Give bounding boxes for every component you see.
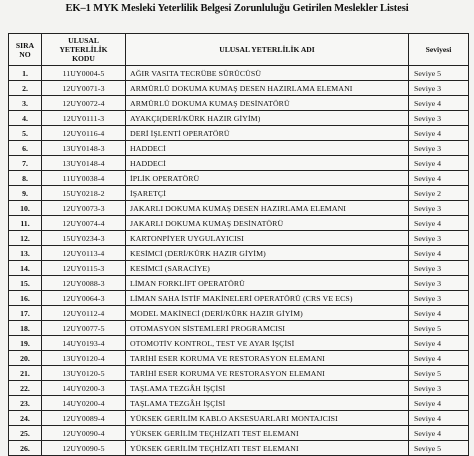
qualification-level: Seviye 4 bbox=[409, 426, 469, 441]
qualification-code: 11UY0004-5 bbox=[42, 66, 126, 81]
qualification-name: KESİMCİ (SARACİYE) bbox=[126, 261, 409, 276]
row-number: 3. bbox=[9, 96, 42, 111]
table-row bbox=[9, 366, 469, 381]
qualification-level: Seviye 4 bbox=[409, 411, 469, 426]
qualification-code: 13UY0148-3 bbox=[42, 141, 126, 156]
qualification-level: Seviye 4 bbox=[409, 171, 469, 186]
qualification-name: TARİHİ ESER KORUMA VE RESTORASYON ELEMANI bbox=[126, 351, 409, 366]
qualification-level: Seviye 4 bbox=[409, 306, 469, 321]
row-number: 26. bbox=[9, 441, 42, 456]
table-row bbox=[9, 171, 469, 186]
row-number: 1. bbox=[9, 66, 42, 81]
table-row bbox=[9, 276, 469, 291]
table-row bbox=[9, 231, 469, 246]
qualification-level: Seviye 5 bbox=[409, 321, 469, 336]
table-row bbox=[9, 156, 469, 171]
row-number: 11. bbox=[9, 216, 42, 231]
table-row bbox=[9, 186, 469, 201]
table-row bbox=[9, 351, 469, 366]
qualification-code: 12UY0072-4 bbox=[42, 96, 126, 111]
qualification-level: Seviye 4 bbox=[409, 96, 469, 111]
qualification-level: Seviye 5 bbox=[409, 366, 469, 381]
qualification-name: TAŞLAMA TEZGÂH İŞÇİSİ bbox=[126, 396, 409, 411]
row-number: 4. bbox=[9, 111, 42, 126]
table-row bbox=[9, 396, 469, 411]
qualification-name: LİMAN FORKLİFT OPERATÖRÜ bbox=[126, 276, 409, 291]
qualification-name: YÜKSEK GERİLİM TEÇHİZATI TEST ELEMANI bbox=[126, 426, 409, 441]
row-number: 24. bbox=[9, 411, 42, 426]
row-number: 2. bbox=[9, 81, 42, 96]
qualification-code: 12UY0090-4 bbox=[42, 426, 126, 441]
qualification-code: 12UY0111-3 bbox=[42, 111, 126, 126]
row-number: 22. bbox=[9, 381, 42, 396]
row-number: 23. bbox=[9, 396, 42, 411]
qualification-code: 12UY0077-5 bbox=[42, 321, 126, 336]
qualification-level: Seviye 3 bbox=[409, 141, 469, 156]
qualification-code: 12UY0112-4 bbox=[42, 306, 126, 321]
row-number: 17. bbox=[9, 306, 42, 321]
table-row bbox=[9, 126, 469, 141]
qualification-level: Seviye 3 bbox=[409, 261, 469, 276]
header-sira-no-line2: NO bbox=[19, 49, 31, 59]
row-number: 18. bbox=[9, 321, 42, 336]
header-sira-no-line1: SIRA bbox=[15, 40, 35, 50]
qualification-name: İŞARETÇİ bbox=[126, 186, 409, 201]
row-number: 10. bbox=[9, 201, 42, 216]
qualification-name: DERİ İŞLENTİ OPERATÖRÜ bbox=[126, 126, 409, 141]
qualification-name: OTOMASYON SİSTEMLERİ PROGRAMCISI bbox=[126, 321, 409, 336]
qualification-code: 12UY0090-5 bbox=[42, 441, 126, 456]
qualification-level: Seviye 3 bbox=[409, 111, 469, 126]
qualification-name: ARMÜRLÜ DOKUMA KUMAŞ DESEN HAZIRLAMA ELEMANI bbox=[126, 81, 409, 96]
qualification-code: 14UY0193-4 bbox=[42, 336, 126, 351]
row-number: 9. bbox=[9, 186, 42, 201]
row-number: 15. bbox=[9, 276, 42, 291]
qualification-code: 12UY0113-4 bbox=[42, 246, 126, 261]
qualification-name: MODEL MAKİNECİ (DERİ/KÜRK HAZIR GİYİM) bbox=[126, 306, 409, 321]
qualification-code: 12UY0115-3 bbox=[42, 261, 126, 276]
table-row bbox=[9, 81, 469, 96]
table-row bbox=[9, 201, 469, 216]
table-row bbox=[9, 111, 469, 126]
qualification-level: Seviye 4 bbox=[409, 351, 469, 366]
qualification-code: 14UY0200-3 bbox=[42, 381, 126, 396]
qualification-level: Seviye 4 bbox=[409, 156, 469, 171]
qualification-code: 14UY0200-4 bbox=[42, 396, 126, 411]
table-row bbox=[9, 66, 469, 81]
row-number: 16. bbox=[9, 291, 42, 306]
table-row bbox=[9, 306, 469, 321]
table-row bbox=[9, 381, 469, 396]
qualification-code: 12UY0071-3 bbox=[42, 81, 126, 96]
table-row bbox=[9, 261, 469, 276]
table-row bbox=[9, 246, 469, 261]
table-row bbox=[9, 336, 469, 351]
qualification-code: 12UY0116-4 bbox=[42, 126, 126, 141]
qualification-name: HADDECİ bbox=[126, 156, 409, 171]
header-code bbox=[42, 34, 126, 66]
qualification-level: Seviye 3 bbox=[409, 381, 469, 396]
qualification-name: YÜKSEK GERİLİM TEÇHİZATI TEST ELEMANI bbox=[126, 441, 409, 456]
qualification-name: AĞIR VASITA TECRÜBE SÜRÜCÜSÜ bbox=[126, 66, 409, 81]
table-row bbox=[9, 411, 469, 426]
document-title: EK–1 MYK Mesleki Yeterlilik Belgesi Zorunluluğu Getirilen Meslekler Listesi bbox=[65, 3, 409, 14]
header-name: ULUSAL YETERLİLİK ADI bbox=[126, 34, 409, 66]
row-number: 19. bbox=[9, 336, 42, 351]
qualification-level: Seviye 4 bbox=[409, 336, 469, 351]
table-row bbox=[9, 441, 469, 456]
qualification-level: Seviye 3 bbox=[409, 291, 469, 306]
row-number: 21. bbox=[9, 366, 42, 381]
table-row bbox=[9, 141, 469, 156]
qualification-code: 12UY0074-4 bbox=[42, 216, 126, 231]
qualification-level: Seviye 3 bbox=[409, 231, 469, 246]
table-row bbox=[9, 291, 469, 306]
qualification-code: 12UY0089-4 bbox=[42, 411, 126, 426]
row-number: 5. bbox=[9, 126, 42, 141]
qualification-name: LİMAN SAHA İSTİF MAKİNELERİ OPERATÖRÜ (CRS VE ECS) bbox=[126, 291, 409, 306]
qualification-code: 15UY0218-2 bbox=[42, 186, 126, 201]
table-row bbox=[9, 96, 469, 111]
table-header-row bbox=[9, 34, 469, 66]
qualification-name: JAKARLI DOKUMA KUMAŞ DESEN HAZIRLAMA ELEMANI bbox=[126, 201, 409, 216]
qualification-level: Seviye 3 bbox=[409, 201, 469, 216]
row-number: 20. bbox=[9, 351, 42, 366]
qualification-level: Seviye 4 bbox=[409, 126, 469, 141]
qualification-level: Seviye 5 bbox=[409, 441, 469, 456]
qualification-name: AYAKÇI(DERİ/KÜRK HAZIR GİYİM) bbox=[126, 111, 409, 126]
qualification-name: ARMÜRLÜ DOKUMA KUMAŞ DESİNATÖRÜ bbox=[126, 96, 409, 111]
table-row bbox=[9, 426, 469, 441]
qualification-name: OTOMOTİV KONTROL, TEST VE AYAR İŞÇİSİ bbox=[126, 336, 409, 351]
qualification-level: Seviye 4 bbox=[409, 396, 469, 411]
table-row bbox=[9, 216, 469, 231]
row-number: 7. bbox=[9, 156, 42, 171]
row-number: 12. bbox=[9, 231, 42, 246]
qualification-level: Seviye 2 bbox=[409, 186, 469, 201]
qualification-name: KARTONPİYER UYGULAYICISI bbox=[126, 231, 409, 246]
header-code-line3: KODU bbox=[72, 54, 95, 63]
row-number: 25. bbox=[9, 426, 42, 441]
qualification-code: 11UY0038-4 bbox=[42, 171, 126, 186]
header-sira-no bbox=[9, 34, 42, 66]
qualification-level: Seviye 4 bbox=[409, 246, 469, 261]
qualification-name: KESİMCİ (DERİ/KÜRK HAZIR GİYİM) bbox=[126, 246, 409, 261]
qualification-level: Seviye 3 bbox=[409, 81, 469, 96]
qualification-code: 12UY0073-3 bbox=[42, 201, 126, 216]
table-row bbox=[9, 321, 469, 336]
row-number: 6. bbox=[9, 141, 42, 156]
qualification-name: İPLİK OPERATÖRÜ bbox=[126, 171, 409, 186]
qualification-name: HADDECİ bbox=[126, 141, 409, 156]
header-level: Seviyesi bbox=[409, 34, 469, 66]
professions-table bbox=[8, 33, 469, 456]
qualification-name: YÜKSEK GERİLİM KABLO AKSESUARLARI MONTAJCISI bbox=[126, 411, 409, 426]
qualification-code: 13UY0120-4 bbox=[42, 351, 126, 366]
qualification-code: 12UY0088-3 bbox=[42, 276, 126, 291]
qualification-level: Seviye 4 bbox=[409, 216, 469, 231]
qualification-name: JAKARLI DOKUMA KUMAŞ DESİNATÖRÜ bbox=[126, 216, 409, 231]
qualification-code: 13UY0120-5 bbox=[42, 366, 126, 381]
row-number: 8. bbox=[9, 171, 42, 186]
header-code-line1: ULUSAL bbox=[68, 36, 99, 45]
row-number: 13. bbox=[9, 246, 42, 261]
qualification-code: 12UY0064-3 bbox=[42, 291, 126, 306]
header-code-line2: YETERLİLİK bbox=[59, 45, 108, 54]
qualification-level: Seviye 5 bbox=[409, 66, 469, 81]
qualification-code: 15UY0234-3 bbox=[42, 231, 126, 246]
qualification-name: TAŞLAMA TEZGÂH İŞÇİSİ bbox=[126, 381, 409, 396]
qualification-level: Seviye 3 bbox=[409, 276, 469, 291]
row-number: 14. bbox=[9, 261, 42, 276]
qualification-code: 13UY0148-4 bbox=[42, 156, 126, 171]
qualification-name: TARİHİ ESER KORUMA VE RESTORASYON ELEMANI bbox=[126, 366, 409, 381]
